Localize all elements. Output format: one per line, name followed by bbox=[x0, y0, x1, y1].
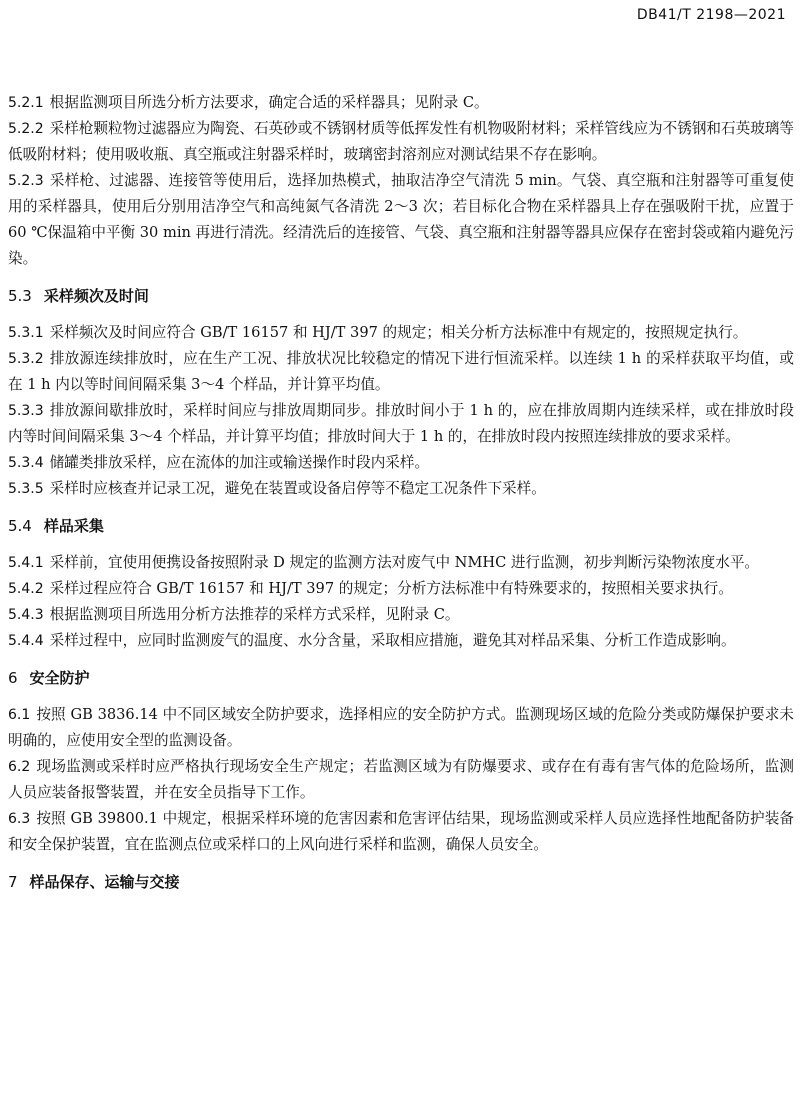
clause-number: 5.2.3 bbox=[8, 173, 44, 189]
clause-paragraph bbox=[8, 754, 794, 806]
clause-paragraph bbox=[8, 90, 794, 116]
clause-text: 储罐类排放采样，应在流体的加注或输送操作时段内采样。 bbox=[49, 454, 430, 471]
section-heading bbox=[8, 869, 794, 895]
clause-number: 5.3.1 bbox=[8, 325, 44, 341]
clause-paragraph bbox=[8, 576, 794, 602]
clause-text: 采样频次及时间应符合 GB/T 16157 和 HJ/T 397 的规定；相关分析方法标准中有规定的，按照规定执行。 bbox=[49, 324, 748, 341]
section-heading bbox=[8, 665, 794, 691]
clause-number: 5.2.2 bbox=[8, 121, 44, 137]
clause-text: 排放源间歇排放时，采样时间应与排放周期同步。排放时间小于 1 h 的，应在排放周期内连续采样，或在排放时段内等时间间隔采集 3～4 个样品，并计算平均值；排放时间大于 1 h 的，在排放时段内按照连续排放的要求采样。 bbox=[8, 402, 794, 445]
clause-number: 6 bbox=[8, 669, 18, 687]
clause-number: 5.3.2 bbox=[8, 351, 44, 367]
clause-number: 6.3 bbox=[8, 811, 31, 827]
clause-text: 按照 GB 39800.1 中规定，根据采样环境的危害因素和危害评估结果，现场监测或采样人员应选择性地配备防护装备和安全保护装置，宜在监测点位或采样口的上风向进行采样和监测，确保人员安全。 bbox=[8, 810, 794, 853]
clause-number: 6.1 bbox=[8, 707, 31, 723]
clause-paragraph bbox=[8, 116, 794, 168]
clause-number: 5.3.5 bbox=[8, 481, 44, 497]
section-heading bbox=[8, 513, 794, 539]
clause-text: 按照 GB 3836.14 中不同区域安全防护要求，选择相应的安全防护方式。监测现场区域的危险分类或防爆保护要求未明确的，应使用安全型的监测设备。 bbox=[8, 706, 794, 749]
clause-text: 根据监测项目所选用分析方法推荐的采样方式采样，见附录 C。 bbox=[49, 606, 460, 623]
clause-text: 根据监测项目所选分析方法要求，确定合适的采样器具；见附录 C。 bbox=[49, 94, 489, 111]
clause-number: 5.3.4 bbox=[8, 455, 44, 471]
clause-text: 采样前，宜使用便携设备按照附录 D 规定的监测方法对废气中 NMHC 进行监测，初步判断污染物浓度水平。 bbox=[49, 554, 760, 571]
clause-text: 采样枪、过滤器、连接管等使用后，选择加热模式，抽取洁净空气清洗 5 min。气袋、真空瓶和注射器等可重复使用的采样器具，使用后分别用洁净空气和高纯氮气各清洗 2～3 次；若目标化合物在采样器具上存在强吸附干扰，应置于 60 ℃保温箱中平衡 30 min 再进行清洗。经清洗后的连接管、气袋、真空瓶和注射器等器具应保存在密封袋或箱内避免污染。 bbox=[8, 172, 794, 267]
heading-text: 安全防护 bbox=[29, 669, 90, 687]
clause-number: 5.4.1 bbox=[8, 555, 44, 571]
section-heading bbox=[8, 283, 794, 309]
clause-paragraph bbox=[8, 168, 794, 272]
clause-number: 5.3 bbox=[8, 287, 32, 305]
clause-number: 6.2 bbox=[8, 759, 31, 775]
clause-paragraph bbox=[8, 476, 794, 502]
clause-paragraph bbox=[8, 398, 794, 450]
clause-text: 采样过程中，应同时监测废气的温度、水分含量，采取相应措施，避免其对样品采集、分析工作造成影响。 bbox=[49, 632, 736, 649]
clause-paragraph bbox=[8, 450, 794, 476]
clause-number: 5.3.3 bbox=[8, 403, 44, 419]
clause-number: 5.4 bbox=[8, 517, 32, 535]
clause-text: 采样枪颗粒物过滤器应为陶瓷、石英砂或不锈钢材质等低挥发性有机物吸附材料；采样管线应为不锈钢和石英玻璃等低吸附材料；使用吸收瓶、真空瓶或注射器采样时，玻璃密封溶剂应对测试结果不存在影响。 bbox=[8, 120, 794, 163]
clause-paragraph bbox=[8, 346, 794, 398]
clause-paragraph bbox=[8, 550, 794, 576]
clause-number: 5.2.1 bbox=[8, 95, 44, 111]
clause-number: 7 bbox=[8, 873, 18, 891]
clause-paragraph bbox=[8, 702, 794, 754]
clause-paragraph bbox=[8, 806, 794, 858]
clause-paragraph bbox=[8, 320, 794, 346]
heading-text: 样品采集 bbox=[43, 517, 104, 535]
document-body bbox=[8, 90, 794, 906]
clause-text: 采样过程应符合 GB/T 16157 和 HJ/T 397 的规定；分析方法标准中有特殊要求的，按照相关要求执行。 bbox=[49, 580, 733, 597]
clause-text: 采样时应核查并记录工况，避免在装置或设备启停等不稳定工况条件下采样。 bbox=[49, 480, 546, 497]
clause-number: 5.4.2 bbox=[8, 581, 44, 597]
clause-text: 排放源连续排放时，应在生产工况、排放状况比较稳定的情况下进行恒流采样。以连续 1 h 的采样获取平均值，或在 1 h 内以等时间间隔采集 3～4 个样品，并计算平均值。 bbox=[8, 350, 794, 393]
clause-text: 现场监测或采样时应严格执行现场安全生产规定；若监测区域为有防爆要求、或存在有毒有害气体的危险场所，监测人员应装备报警装置，并在安全员指导下工作。 bbox=[8, 758, 794, 801]
heading-text: 采样频次及时间 bbox=[43, 287, 149, 305]
clause-number: 5.4.3 bbox=[8, 607, 44, 623]
clause-paragraph bbox=[8, 628, 794, 654]
heading-text: 样品保存、运输与交接 bbox=[29, 873, 180, 891]
clause-number: 5.4.4 bbox=[8, 633, 44, 649]
document-code: DB41/T 2198—2021 bbox=[636, 7, 786, 23]
clause-paragraph bbox=[8, 602, 794, 628]
